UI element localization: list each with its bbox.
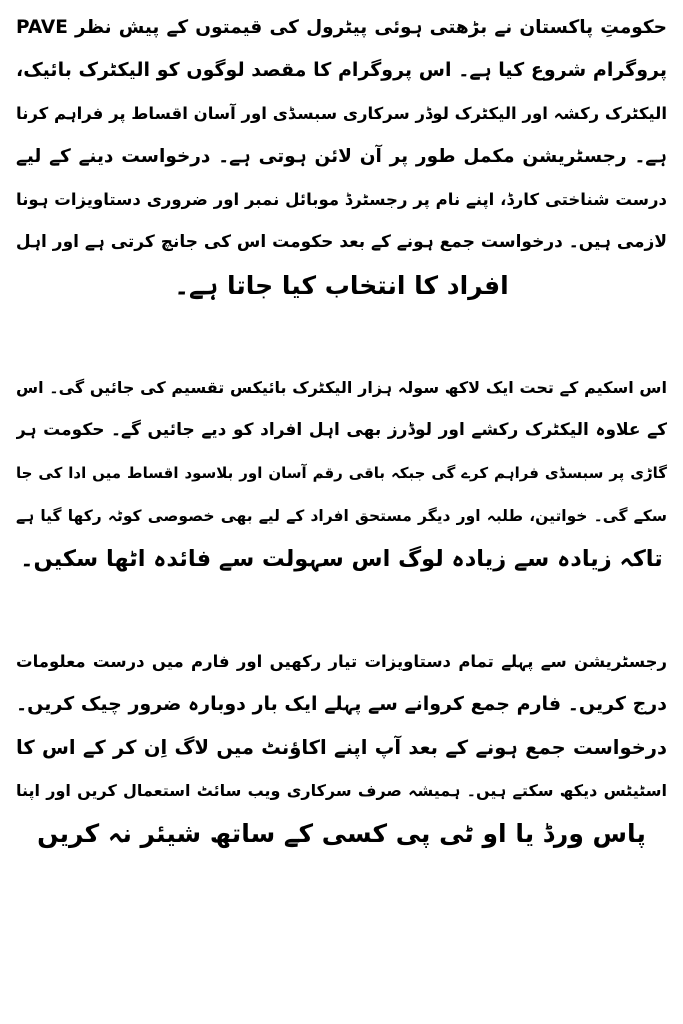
text-line: پروگرام شروع کیا ہے۔ اس پروگرام کا مقصد لوگوں کو الیکٹرک بائیک، bbox=[16, 59, 667, 81]
text-line: رجسٹریشن سے پہلے تمام دستاویزات تیار رکھیں اور فارم میں درست معلومات bbox=[16, 652, 667, 671]
text-line: درخواست جمع ہونے کے بعد آپ اپنے اکاؤنٹ میں لاگ اِن کر کے اس کا bbox=[16, 736, 667, 759]
text-line: اس اسکیم کے تحت ایک لاکھ سولہ ہزار الیکٹرک بائیکس تقسیم کی جائیں گی۔ اس bbox=[16, 378, 667, 397]
paragraph-spacer bbox=[16, 307, 667, 366]
text-line: الیکٹرک رکشہ اور الیکٹرک لوڈر سرکاری سبسڈی اور آسان اقساط پر فراہم کرنا bbox=[16, 104, 667, 123]
text-line: گاڑی پر سبسڈی فراہم کرے گی جبکہ باقی رقم آسان اور بلاسود اقساط میں ادا کی جا bbox=[16, 464, 667, 482]
text-line: پاس ورڈ یا او ٹی پی کسی کے ساتھ شیئر نہ کریں bbox=[37, 819, 646, 848]
text-line: حکومتِ پاکستان نے بڑھتی ہوئی پیٹرول کی قیمتوں کے پیش نظر PAVE bbox=[16, 17, 667, 38]
text-line: درج کریں۔ فارم جمع کروانے سے پہلے ایک بار دوبارہ ضرور چیک کریں۔ bbox=[16, 693, 667, 715]
paragraph-spacer bbox=[16, 581, 667, 640]
paragraph-registration-tips bbox=[16, 640, 667, 855]
text-line: کے علاوہ الیکٹرک رکشے اور لوڈرز بھی اہل افراد کو دیے جائیں گے۔ حکومت ہر bbox=[16, 420, 667, 440]
paragraph-scheme-details bbox=[16, 366, 667, 581]
text-line: سکے گی۔ خواتین، طلبہ اور دیگر مستحق افراد کے لیے بھی خصوصی کوٹہ رکھا گیا ہے bbox=[16, 507, 667, 525]
text-line: درست شناختی کارڈ، اپنے نام پر رجسٹرڈ موبائل نمبر اور ضروری دستاویزات ہونا bbox=[16, 190, 667, 209]
text-line: افراد کا انتخاب کیا جاتا ہے۔ bbox=[174, 271, 509, 300]
text-line: اسٹیٹس دیکھ سکتے ہیں۔ ہمیشہ صرف سرکاری ویب سائٹ استعمال کریں اور اپنا bbox=[16, 781, 667, 800]
text-line: تاکہ زیادہ سے زیادہ لوگ اس سہولت سے فائدہ اٹھا سکیں۔ bbox=[20, 546, 663, 572]
paragraph-pave-program bbox=[16, 6, 667, 307]
text-line: لازمی ہیں۔ درخواست جمع ہونے کے بعد حکومت اس کی جانچ کرتی ہے اور اہل bbox=[16, 232, 667, 252]
text-line: ہے۔ رجسٹریشن مکمل طور پر آن لائن ہوتی ہے۔ درخواست دینے کے لیے bbox=[16, 146, 667, 167]
